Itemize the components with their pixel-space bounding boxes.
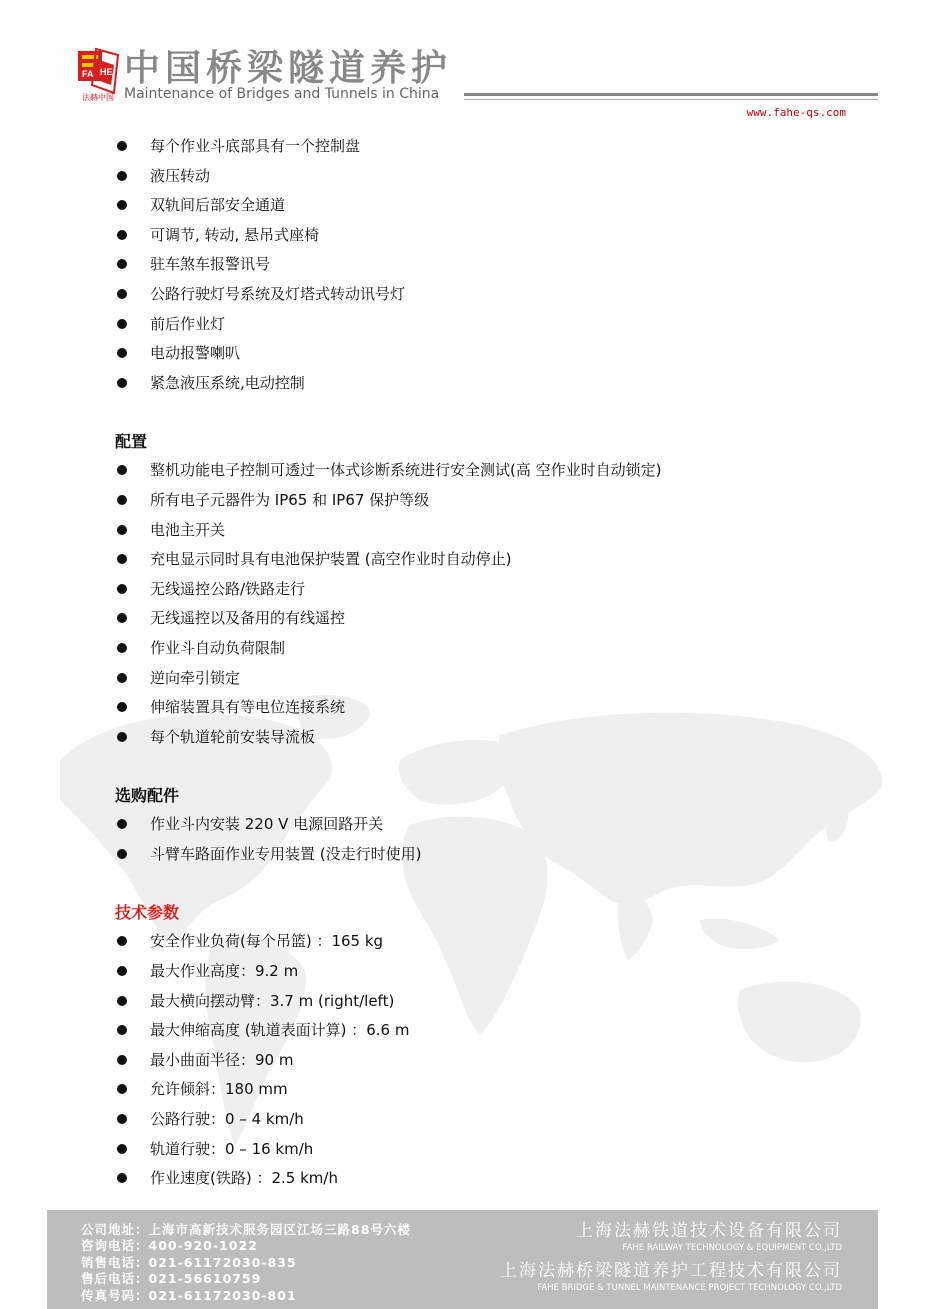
list-item: 无线遥控以及备用的有线遥控 bbox=[115, 605, 855, 635]
list-item: 电池主开关 bbox=[115, 517, 855, 547]
svg-text:HE: HE bbox=[100, 67, 113, 77]
list-item: 紧急液压系统,电动控制 bbox=[115, 370, 855, 400]
config-list bbox=[115, 457, 855, 753]
list-item: 液压转动 bbox=[115, 163, 855, 193]
logo-caption: 法赫中国 bbox=[82, 93, 114, 102]
sales-phone: 销售电话：021-61172030-835 bbox=[81, 1254, 297, 1270]
section-title-options: 选购配件 bbox=[115, 786, 180, 806]
list-item: 电动报警喇叭 bbox=[115, 340, 855, 370]
page-footer bbox=[47, 1210, 878, 1309]
list-item: 公路行驶：0 – 4 km/h bbox=[115, 1106, 855, 1136]
list-item: 斗臂车路面作业专用装置 (没走行时使用) bbox=[115, 841, 855, 871]
fax-number: 传真号码：021-61172030-801 bbox=[81, 1287, 297, 1303]
consult-phone: 咨询电话：400-920-1022 bbox=[81, 1238, 258, 1254]
contact-info bbox=[81, 1222, 411, 1304]
company-names bbox=[500, 1220, 842, 1300]
specs-list bbox=[115, 928, 855, 1194]
company-address: 公司地址：上海市高新技术服务园区江场三路88号六楼 bbox=[81, 1222, 411, 1237]
list-item: 最大作业高度：9.2 m bbox=[115, 958, 855, 988]
list-item: 作业速度(铁路) ：2.5 km/h bbox=[115, 1165, 855, 1195]
list-item: 所有电子元器件为 IP65 和 IP67 保护等级 bbox=[115, 487, 855, 517]
company1-name-en: FAHE RAILWAY TECHNOLOGY & EQUIPMENT CO.,LTD bbox=[622, 1243, 842, 1253]
options-list bbox=[115, 811, 855, 870]
list-item: 最大横向摆动臂：3.7 m (right/left) bbox=[115, 988, 855, 1018]
header-rule bbox=[464, 93, 878, 96]
list-item: 轨道行驶：0 – 16 km/h bbox=[115, 1136, 855, 1166]
header-rule-thin bbox=[464, 99, 878, 100]
section-title-specs: 技术参数 bbox=[115, 903, 180, 923]
list-item: 公路行驶灯号系统及灯塔式转动讯号灯 bbox=[115, 281, 855, 311]
list-item: 前后作业灯 bbox=[115, 311, 855, 341]
list-item: 无线遥控公路/铁路走行 bbox=[115, 576, 855, 606]
section-title-config: 配置 bbox=[115, 432, 148, 452]
list-item: 伸缩装置具有等电位连接系统 bbox=[115, 694, 855, 724]
list-item: 整机功能电子控制可透过一体式诊断系统进行安全测试(高 空作业时自动锁定) bbox=[115, 457, 855, 487]
header-title-en: Maintenance of Bridges and Tunnels in China bbox=[124, 86, 440, 102]
list-item: 充电显示同时具有电池保护装置 (高空作业时自动停止) bbox=[115, 546, 855, 576]
list-item: 驻车煞车报警讯号 bbox=[115, 251, 855, 281]
list-item: 双轨间后部安全通道 bbox=[115, 192, 855, 222]
list-item: 每个轨道轮前安装导流板 bbox=[115, 724, 855, 754]
list-item: 最小曲面半径：90 m bbox=[115, 1047, 855, 1077]
header-title-cn: 中国桥梁隧道养护 bbox=[124, 48, 453, 89]
company2-name-en: FAHE BRIDGE & TUNNEL MAINTENANCE PROJECT TECHNOLOGY CO.,LTD bbox=[537, 1283, 842, 1293]
list-item: 作业斗自动负荷限制 bbox=[115, 635, 855, 665]
website-link[interactable]: www.fahe-qs.com bbox=[746, 106, 846, 119]
document-body bbox=[115, 133, 855, 1195]
page-header bbox=[76, 40, 886, 130]
aftersales-phone: 售后电话：021-56610759 bbox=[81, 1271, 262, 1287]
feature-list bbox=[115, 133, 855, 399]
company2-name-cn: 上海法赫桥梁隧道养护工程技术有限公司 bbox=[500, 1261, 842, 1281]
list-item: 逆向牵引锁定 bbox=[115, 665, 855, 695]
svg-text:FA: FA bbox=[82, 69, 94, 79]
list-item: 可调节, 转动, 悬吊式座椅 bbox=[115, 222, 855, 252]
list-item: 每个作业斗底部具有一个控制盘 bbox=[115, 133, 855, 163]
list-item: 允许倾斜：180 mm bbox=[115, 1076, 855, 1106]
company1-name-cn: 上海法赫铁道技术设备有限公司 bbox=[576, 1221, 842, 1241]
list-item: 最大伸缩高度 (轨道表面计算) ：6.6 m bbox=[115, 1017, 855, 1047]
list-item: 安全作业负荷(每个吊篮) ：165 kg bbox=[115, 928, 855, 958]
list-item: 作业斗内安装 220 V 电源回路开关 bbox=[115, 811, 855, 841]
